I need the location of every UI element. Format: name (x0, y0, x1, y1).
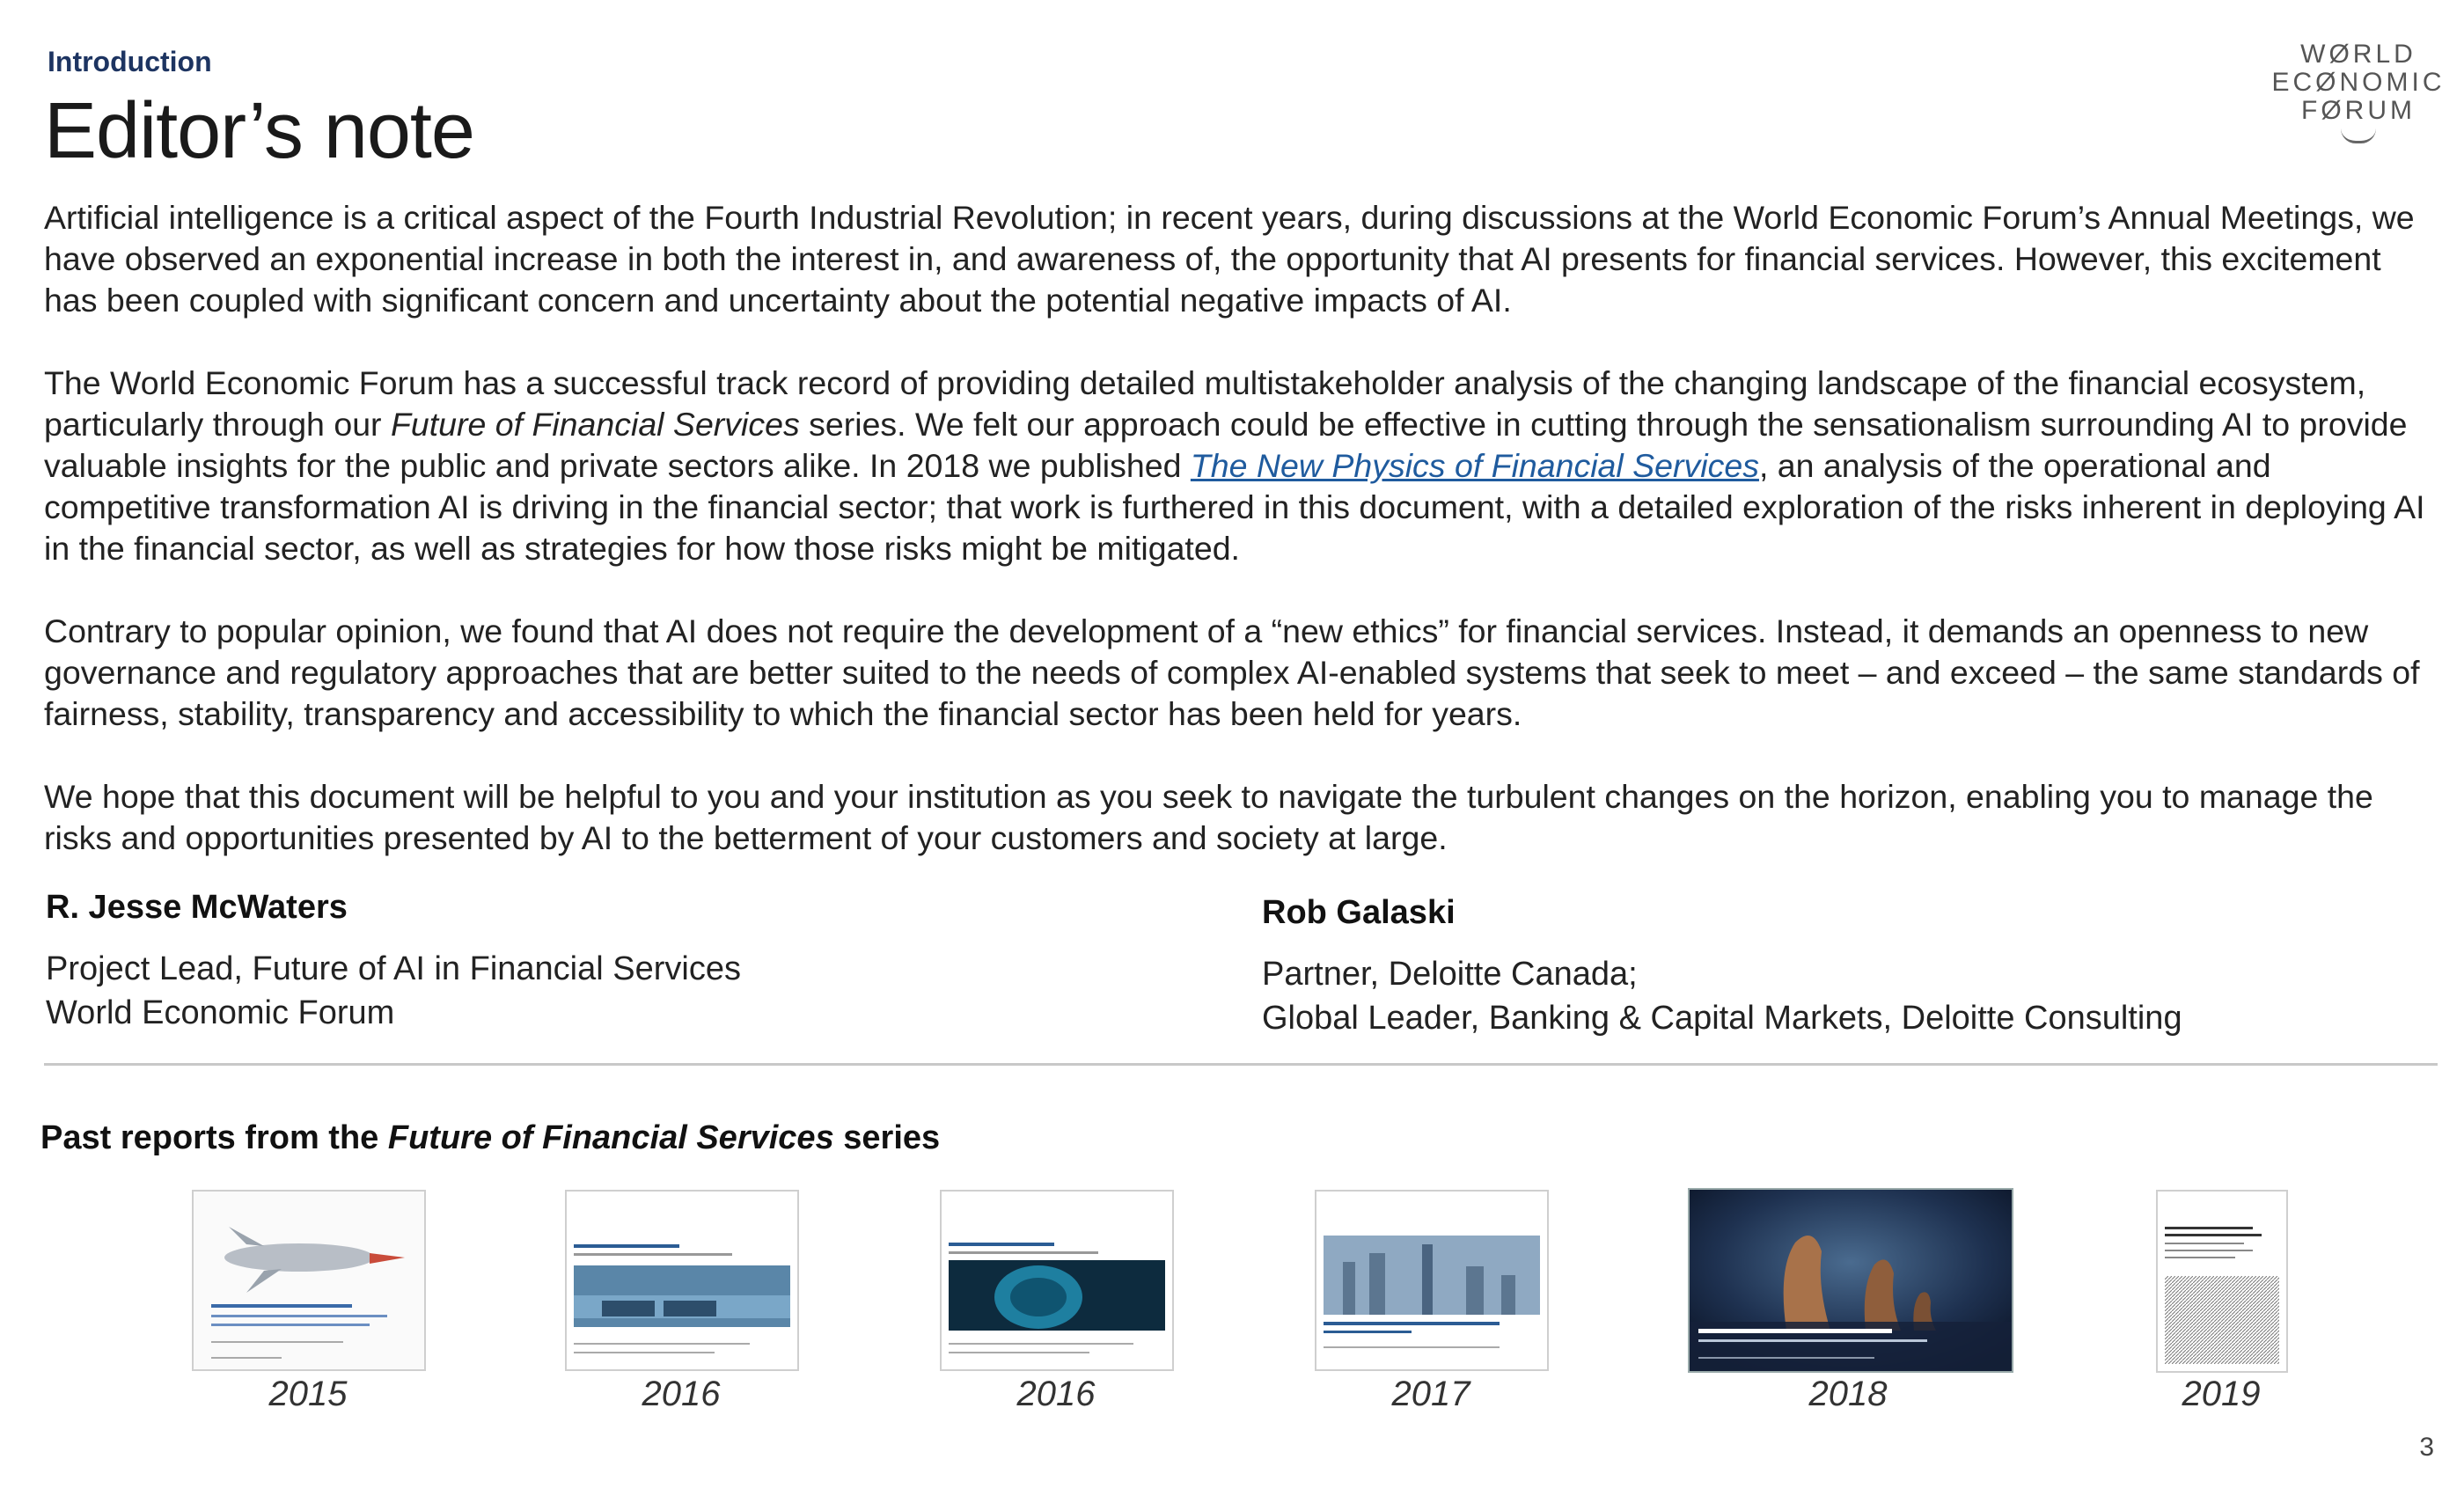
report-year-2018: 2018 (1808, 1375, 1888, 1413)
paragraph-1: Artificial intelligence is a critical aspect of the Fourth Industrial Revolution; in recent years, during discussions at the World Economic Forum’s Annual Meetings, we have observed an exponential increase in both the interest in, and awareness of, the opportunity that AI presents for financial services. However, this excitement has been coupled with significant concern and uncertainty about the potential negative impacts of AI. (44, 199, 2415, 319)
signatory-title: Project Lead, Future of AI in Financial Services (46, 950, 741, 987)
past-reports-heading-series: Future of Financial Services (387, 1119, 834, 1156)
section-label: Introduction (48, 46, 212, 77)
report-year-2019: 2019 (2182, 1375, 2261, 1413)
past-reports-heading (40, 1119, 940, 1157)
logo-line-2: ECØNOMIC (2271, 68, 2446, 97)
report-year-2015: 2015 (268, 1375, 348, 1413)
editor-note-body (44, 197, 2438, 900)
wef-logo (2270, 40, 2446, 143)
paragraph-2-a: The World Economic Forum has a successful track record of providing detailed multistakeholder analysis of the changing landscape of the financial ecosystem, particularly through our (44, 364, 2366, 443)
past-reports-heading-b: series (833, 1119, 941, 1156)
rocket-icon (194, 1192, 424, 1369)
report-year-2017: 2017 (1391, 1375, 1470, 1413)
logo-line-3: FØRUM (2301, 96, 2416, 125)
new-physics-report-link[interactable]: The New Physics of Financial Services (1190, 447, 1759, 484)
report-cover-2015[interactable] (192, 1190, 426, 1371)
signatory-organization: Global Leader, Banking & Capital Markets, Deloitte Consulting (1262, 1000, 2182, 1037)
signatory-name: Rob Galaski (1262, 894, 1456, 931)
page-number: 3 (2419, 1433, 2434, 1462)
series-name: Future of Financial Services (390, 406, 800, 443)
logo-line-1: WØRLD (2300, 40, 2416, 69)
signatory-organization: World Economic Forum (46, 994, 395, 1031)
report-cover-2019[interactable] (2156, 1190, 2288, 1373)
signatory-title: Partner, Deloitte Canada; (1262, 956, 1638, 993)
page-title: Editor’s note (44, 87, 474, 175)
fingerprint-image-icon (942, 1192, 1172, 1369)
signature-mcwaters (46, 885, 741, 1035)
past-reports-heading-a: Past reports from the (40, 1119, 388, 1156)
report-cover-2016-infrastructure[interactable] (565, 1190, 799, 1371)
logo-arc-icon (2341, 128, 2376, 143)
signature-galaski (1262, 891, 2182, 1040)
nebula-image-icon (1690, 1190, 2012, 1371)
report-cover-2016-digital-identity[interactable] (940, 1190, 1174, 1371)
report-cover-2018[interactable] (1688, 1188, 2013, 1373)
infrastructure-image-icon (567, 1192, 797, 1369)
report-cover-2017[interactable] (1315, 1190, 1549, 1371)
section-divider (44, 1063, 2438, 1066)
report-year-2016-b: 2016 (1016, 1375, 1096, 1413)
paragraph-4: We hope that this document will be helpful to you and your institution as you seek to navigate the turbulent changes on the horizon, enabling you to manage the risks and opportunities presented by AI to the betterment of your customers and society at large. (44, 778, 2373, 856)
city-skyline-image-icon (1316, 1192, 1547, 1369)
paragraph-2-c: , an analysis of the operational and competitive transformation AI is driving in the financial sector; that work is furthered in this document, with a detailed exploration of the risks inherent in deploying AI in the financial sector, as well as strategies for how those risks might be mitigated. (44, 447, 2425, 567)
paragraph-2 (44, 363, 2438, 569)
signatory-name: R. Jesse McWaters (46, 889, 348, 926)
paragraph-2-b: series. We felt our approach could be effective in cutting through the sensationalism surrounding AI to provide valuable insights for the public and private sectors alike. In 2018 we published (44, 406, 2408, 484)
pattern-cover-icon (2158, 1192, 2286, 1371)
paragraph-3: Contrary to popular opinion, we found that AI does not require the development of a “new ethics” for financial services. Instead, it demands an openness to new governance and regulatory approaches that are better suited to the needs of complex AI-enabled systems that seek to meet – and exceed – the same standards of fairness, stability, transparency and accessibility to which the financial sector has been held for years. (44, 612, 2420, 732)
report-year-2016-a: 2016 (642, 1375, 721, 1413)
